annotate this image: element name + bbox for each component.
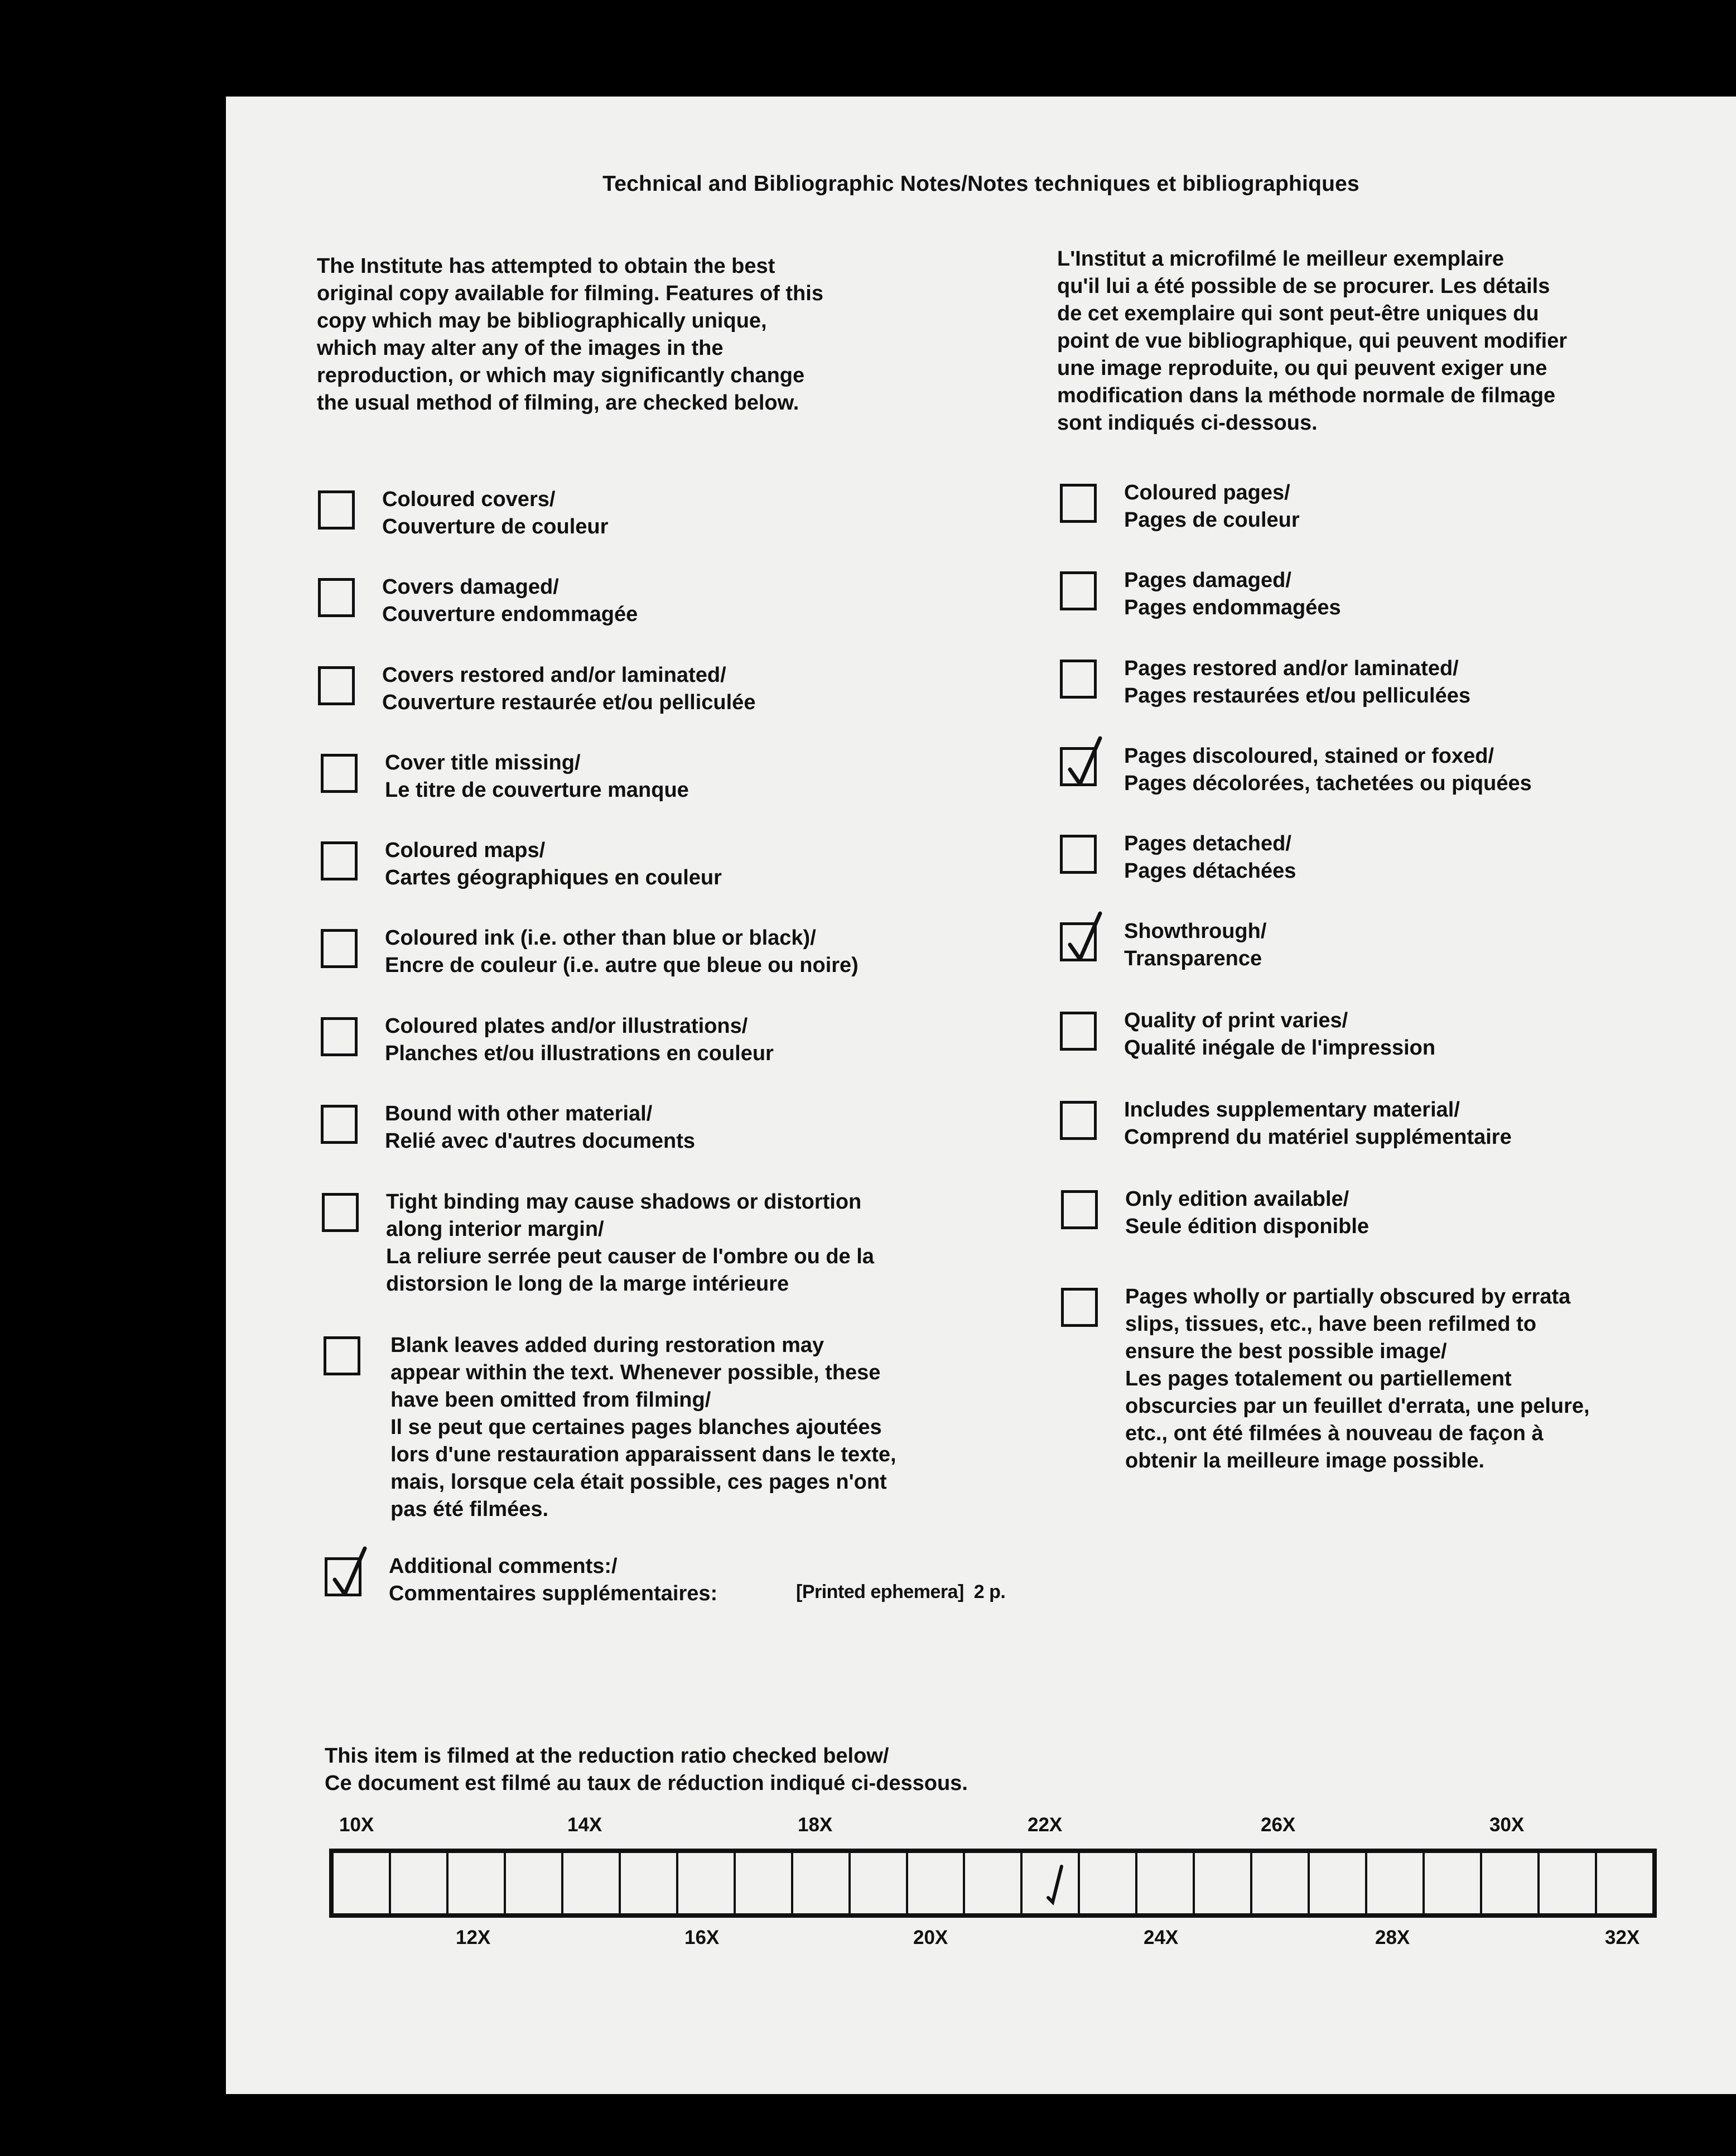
checklist-label: Only edition available/ Seule édition disponible bbox=[1125, 1187, 1369, 1238]
ratio-cell[interactable] bbox=[851, 1853, 908, 1913]
check-mark-icon bbox=[1064, 910, 1107, 964]
checklist-label: Pages wholly or partially obscured by errata slips, tissues, etc., have been refilmed to ensure the best possible image/ Les pages totalement ou partiellement obscurcies par un feuillet d'errata, une pelure, etc., ont été filmées à nouveau de façon à obtenir la meilleure image possible. bbox=[1125, 1285, 1590, 1472]
ratio-cell[interactable] bbox=[1540, 1853, 1597, 1913]
checklist-label: Pages restored and/or laminated/ Pages restaurées et/ou pelliculées bbox=[1124, 657, 1470, 708]
ratio-cell[interactable] bbox=[1597, 1853, 1652, 1913]
check-mark-icon bbox=[1064, 735, 1107, 788]
checklist-label: Coloured pages/ Pages de couleur bbox=[1124, 481, 1300, 532]
ratio-cell[interactable] bbox=[1023, 1853, 1080, 1913]
ratio-cell[interactable] bbox=[736, 1853, 793, 1913]
checkbox[interactable] bbox=[1060, 835, 1097, 874]
checkbox[interactable] bbox=[321, 1017, 358, 1056]
checklist-label: Includes supplementary material/ Comprend du matériel supplémentaire bbox=[1124, 1098, 1512, 1149]
ratio-label: 30X bbox=[1489, 1814, 1525, 1836]
checklist-label: Bound with other material/ Relié avec d'autres documents bbox=[385, 1102, 696, 1153]
checklist-label: Coloured covers/ Couverture de couleur bbox=[382, 488, 609, 538]
ratio-cell[interactable] bbox=[563, 1853, 621, 1913]
comments-label: Additional comments:/ Commentaires supplémentaires: bbox=[389, 1555, 718, 1605]
checklist-label: Covers damaged/ Couverture endommagée bbox=[382, 575, 638, 626]
ratio-cell[interactable] bbox=[1080, 1853, 1137, 1913]
checklist-label: Coloured maps/ Cartes géographiques en couleur bbox=[385, 839, 722, 889]
checklist-label: Blank leaves added during restoration may appear within the text. Whenever possible, these have been omitted from filming/ Il se peut que certaines pages blanches ajoutées lors d'une restauration apparaissent dans le texte, mais, lorsque cela était possible, ces pages n'ont pas été filmées. bbox=[390, 1334, 896, 1521]
ratio-cell[interactable] bbox=[793, 1853, 851, 1913]
checklist-label: Pages discoloured, stained or foxed/ Pages décolorées, tachetées ou piquées bbox=[1124, 744, 1532, 795]
ratio-label: 24X bbox=[1144, 1927, 1179, 1948]
ratio-cell[interactable] bbox=[1195, 1853, 1252, 1913]
checkbox[interactable] bbox=[1060, 571, 1097, 610]
ratio-cell[interactable] bbox=[1310, 1853, 1367, 1913]
ratio-cell[interactable] bbox=[1482, 1853, 1540, 1913]
ratio-label: 12X bbox=[456, 1927, 491, 1948]
ratio-label: 32X bbox=[1605, 1927, 1640, 1948]
checkbox[interactable] bbox=[318, 578, 355, 617]
ratio-cell[interactable] bbox=[1137, 1853, 1195, 1913]
ratio-cell[interactable] bbox=[506, 1853, 563, 1913]
ratio-cell[interactable] bbox=[678, 1853, 736, 1913]
checkbox[interactable] bbox=[322, 1193, 359, 1232]
intro-english: The Institute has attempted to obtain the best original copy available for filming. Features of this copy which may be bibliographically unique, which may alter any of the images in the reproduction, or which may significantly change the usual method of filming, are checked below. bbox=[317, 254, 823, 415]
ratio-label: 18X bbox=[798, 1814, 833, 1836]
ratio-label: 20X bbox=[913, 1927, 948, 1948]
checklist-label: Showthrough/ Transparence bbox=[1124, 920, 1267, 970]
ratio-cell[interactable] bbox=[1252, 1853, 1310, 1913]
ratio-label: 28X bbox=[1375, 1927, 1410, 1948]
ratio-label: 14X bbox=[567, 1814, 602, 1836]
checkbox[interactable] bbox=[1060, 484, 1097, 523]
checkbox[interactable] bbox=[324, 1336, 360, 1375]
checkbox[interactable] bbox=[321, 1105, 358, 1144]
ratio-cell[interactable] bbox=[449, 1853, 506, 1913]
ratio-cell[interactable] bbox=[621, 1853, 678, 1913]
checkbox[interactable] bbox=[321, 929, 358, 968]
checkbox[interactable] bbox=[1061, 1190, 1098, 1229]
checklist-label: Coloured plates and/or illustrations/ Planches et/ou illustrations en couleur bbox=[385, 1014, 774, 1065]
checklist-label: Pages detached/ Pages détachées bbox=[1124, 832, 1296, 883]
technical-notes-page bbox=[226, 97, 1736, 2094]
checklist-label: Covers restored and/or laminated/ Couverture restaurée et/ou pelliculée bbox=[382, 663, 756, 714]
ratio-cell[interactable] bbox=[1425, 1853, 1482, 1913]
ratio-label: 16X bbox=[684, 1927, 720, 1948]
reduction-ratio-grid bbox=[329, 1849, 1657, 1918]
ratio-cell[interactable] bbox=[908, 1853, 966, 1913]
checklist-label: Coloured ink (i.e. other than blue or black)/ Encre de couleur (i.e. autre que bleue ou noire) bbox=[385, 926, 859, 977]
checkbox[interactable] bbox=[1060, 660, 1097, 699]
checklist-label: Cover title missing/ Le titre de couverture manque bbox=[385, 751, 689, 802]
ratio-cell[interactable] bbox=[965, 1853, 1023, 1913]
check-mark-icon bbox=[1045, 1863, 1067, 1908]
reduction-ratio-text: This item is filmed at the reduction ratio checked below/ Ce document est filmé au taux de réduction indiqué ci-dessous. bbox=[325, 1744, 968, 1795]
ratio-label: 22X bbox=[1028, 1814, 1063, 1836]
checklist-label: Pages damaged/ Pages endommagées bbox=[1124, 569, 1341, 619]
page-title: Technical and Bibliographic Notes/Notes techniques et bibliographiques bbox=[602, 172, 1359, 196]
ratio-label: 26X bbox=[1261, 1814, 1296, 1836]
checkbox[interactable] bbox=[1060, 1101, 1097, 1140]
checkbox[interactable] bbox=[1061, 1288, 1098, 1327]
ratio-label: 10X bbox=[339, 1814, 374, 1836]
intro-french: L'Institut a microfilmé le meilleur exemplaire qu'il lui a été possible de se procurer. Les détails de cet exemplaire qui sont peut-être uniques du point de vue bibliographique, qui peuvent modifier une image reproduite, ou qui peuvent exiger une modification dans la méthode normale de filmage sont indiqués ci-dessous. bbox=[1057, 247, 1568, 435]
checkbox[interactable] bbox=[321, 841, 358, 880]
checkbox[interactable] bbox=[321, 754, 358, 793]
checkbox[interactable] bbox=[318, 490, 355, 530]
ratio-cell[interactable] bbox=[1367, 1853, 1425, 1913]
check-mark-icon bbox=[329, 1545, 372, 1599]
ratio-cell[interactable] bbox=[391, 1853, 449, 1913]
ratio-cell[interactable] bbox=[334, 1853, 391, 1913]
comments-value: [Printed ephemera] 2 p. bbox=[796, 1581, 1006, 1602]
checkbox[interactable] bbox=[318, 666, 355, 705]
checklist-label: Tight binding may cause shadows or distortion along interior margin/ La reliure serrée peut causer de l'ombre ou de la distorsion le long de la marge intérieure bbox=[386, 1190, 874, 1296]
checklist-label: Quality of print varies/ Qualité inégale de l'impression bbox=[1124, 1009, 1436, 1060]
checkbox[interactable] bbox=[1060, 1012, 1097, 1051]
